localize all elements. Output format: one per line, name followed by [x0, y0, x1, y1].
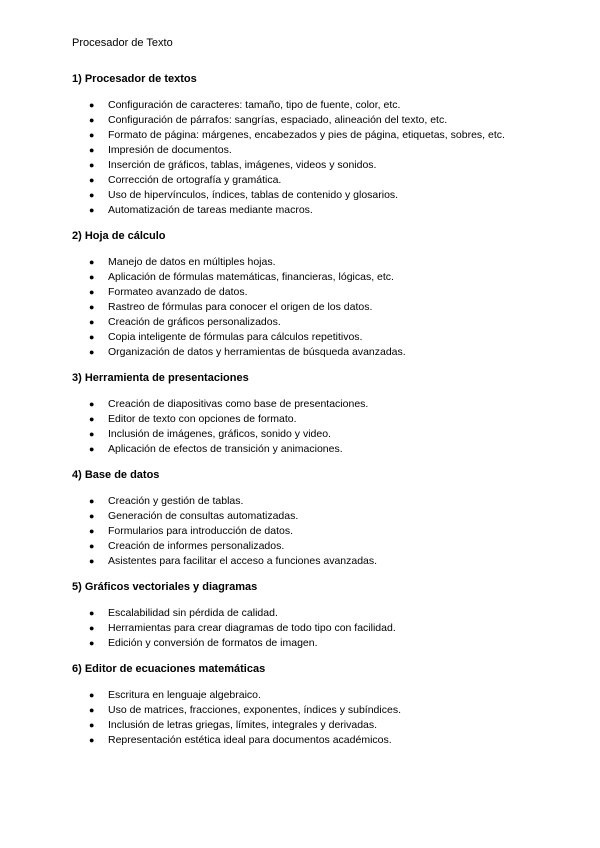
section-heading: 1) Procesador de textos: [72, 73, 197, 85]
list-item-text: Aplicación de efectos de transición y animaciones.: [108, 443, 343, 455]
section-heading: 4) Base de datos: [72, 469, 160, 481]
list-item: [72, 188, 532, 203]
list-item: [72, 524, 532, 539]
bullet-icon: ●: [89, 690, 95, 700]
bullet-icon: ●: [89, 160, 95, 170]
document-body: [72, 72, 532, 759]
section-6: [72, 662, 532, 748]
document-title: Procesador de Texto: [72, 37, 173, 49]
list-item-text: Inclusión de letras griegas, límites, integrales y derivadas.: [108, 719, 378, 731]
bullet-icon: ●: [89, 115, 95, 125]
list-item-text: Rastreo de fórmulas para conocer el origen de los datos.: [108, 301, 373, 313]
list-item: [72, 143, 532, 158]
bullet-icon: ●: [89, 317, 95, 327]
list-item-text: Representación estética ideal para documentos académicos.: [108, 734, 392, 746]
section-heading: 3) Herramienta de presentaciones: [72, 372, 249, 384]
list-item-text: Escritura en lenguaje algebraico.: [108, 689, 261, 701]
list-item: [72, 203, 532, 218]
section-2: [72, 229, 532, 360]
list-item: [72, 427, 532, 442]
list-item: [72, 158, 532, 173]
list-item-text: Formularios para introducción de datos.: [108, 525, 294, 537]
list-item-text: Creación de diapositivas como base de presentaciones.: [108, 398, 369, 410]
list-item-text: Editor de texto con opciones de formato.: [108, 413, 297, 425]
list-item: [72, 173, 532, 188]
bullet-icon: ●: [89, 302, 95, 312]
section-4: [72, 468, 532, 569]
bullet-icon: ●: [89, 735, 95, 745]
list-item-text: Impresión de documentos.: [108, 144, 232, 156]
bullet-icon: ●: [89, 287, 95, 297]
bullet-icon: ●: [89, 526, 95, 536]
bullet-icon: ●: [89, 429, 95, 439]
list-item-text: Automatización de tareas mediante macros.: [108, 204, 313, 216]
bullet-icon: ●: [89, 705, 95, 715]
bullet-icon: ●: [89, 257, 95, 267]
bullet-list: [72, 688, 532, 748]
list-item-text: Aplicación de fórmulas matemáticas, financieras, lógicas, etc.: [108, 271, 394, 283]
bullet-list: [72, 494, 532, 569]
list-item: [72, 397, 532, 412]
list-item: [72, 636, 532, 651]
bullet-icon: ●: [89, 100, 95, 110]
list-item-text: Herramientas para crear diagramas de todo tipo con facilidad.: [108, 622, 396, 634]
list-item-text: Inserción de gráficos, tablas, imágenes, videos y sonidos.: [108, 159, 377, 171]
section-heading: 2) Hoja de cálculo: [72, 230, 166, 242]
list-item-text: Configuración de caracteres: tamaño, tipo de fuente, color, etc.: [108, 99, 401, 111]
bullet-list: [72, 98, 532, 218]
list-item: [72, 688, 532, 703]
bullet-icon: ●: [89, 205, 95, 215]
bullet-icon: ●: [89, 541, 95, 551]
list-item: [72, 270, 532, 285]
list-item-text: Creación y gestión de tablas.: [108, 495, 244, 507]
bullet-icon: ●: [89, 608, 95, 618]
section-heading: 5) Gráficos vectoriales y diagramas: [72, 581, 258, 593]
list-item: [72, 113, 532, 128]
section-5: [72, 580, 532, 651]
section-1: [72, 72, 532, 218]
bullet-icon: ●: [89, 414, 95, 424]
list-item-text: Inclusión de imágenes, gráficos, sonido y video.: [108, 428, 331, 440]
bullet-icon: ●: [89, 399, 95, 409]
list-item: [72, 733, 532, 748]
bullet-icon: ●: [89, 272, 95, 282]
list-item-text: Formateo avanzado de datos.: [108, 286, 248, 298]
list-item-text: Formato de página: márgenes, encabezados y pies de página, etiquetas, sobres, etc.: [108, 129, 505, 141]
bullet-icon: ●: [89, 190, 95, 200]
list-item: [72, 412, 532, 427]
bullet-list: [72, 255, 532, 360]
list-item-text: Edición y conversión de formatos de imagen.: [108, 637, 318, 649]
bullet-icon: ●: [89, 145, 95, 155]
list-item-text: Copia inteligente de fórmulas para cálculos repetitivos.: [108, 331, 363, 343]
list-item: [72, 315, 532, 330]
list-item: [72, 606, 532, 621]
list-item-text: Generación de consultas automatizadas.: [108, 510, 299, 522]
list-item-text: Creación de informes personalizados.: [108, 540, 285, 552]
bullet-icon: ●: [89, 720, 95, 730]
list-item: [72, 718, 532, 733]
list-item: [72, 98, 532, 113]
bullet-icon: ●: [89, 623, 95, 633]
list-item-text: Configuración de párrafos: sangrías, espaciado, alineación del texto, etc.: [108, 114, 448, 126]
list-item: [72, 539, 532, 554]
bullet-icon: ●: [89, 175, 95, 185]
bullet-icon: ●: [89, 332, 95, 342]
list-item: [72, 300, 532, 315]
bullet-icon: ●: [89, 556, 95, 566]
list-item: [72, 621, 532, 636]
bullet-icon: ●: [89, 130, 95, 140]
list-item: [72, 330, 532, 345]
bullet-list: [72, 606, 532, 651]
list-item-text: Escalabilidad sin pérdida de calidad.: [108, 607, 278, 619]
list-item-text: Manejo de datos en múltiples hojas.: [108, 256, 276, 268]
list-item-text: Asistentes para facilitar el acceso a funciones avanzadas.: [108, 555, 378, 567]
list-item: [72, 285, 532, 300]
bullet-icon: ●: [89, 511, 95, 521]
list-item-text: Creación de gráficos personalizados.: [108, 316, 281, 328]
bullet-icon: ●: [89, 444, 95, 454]
list-item: [72, 128, 532, 143]
bullet-icon: ●: [89, 347, 95, 357]
list-item: [72, 494, 532, 509]
section-heading: 6) Editor de ecuaciones matemáticas: [72, 663, 266, 675]
list-item-text: Uso de hipervínculos, índices, tablas de contenido y glosarios.: [108, 189, 399, 201]
bullet-list: [72, 397, 532, 457]
list-item-text: Corrección de ortografía y gramática.: [108, 174, 282, 186]
list-item: [72, 703, 532, 718]
list-item-text: Uso de matrices, fracciones, exponentes, índices y subíndices.: [108, 704, 401, 716]
list-item-text: Organización de datos y herramientas de búsqueda avanzadas.: [108, 346, 406, 358]
list-item: [72, 509, 532, 524]
list-item: [72, 554, 532, 569]
section-3: [72, 371, 532, 457]
list-item: [72, 345, 532, 360]
list-item: [72, 442, 532, 457]
list-item: [72, 255, 532, 270]
bullet-icon: ●: [89, 638, 95, 648]
bullet-icon: ●: [89, 496, 95, 506]
